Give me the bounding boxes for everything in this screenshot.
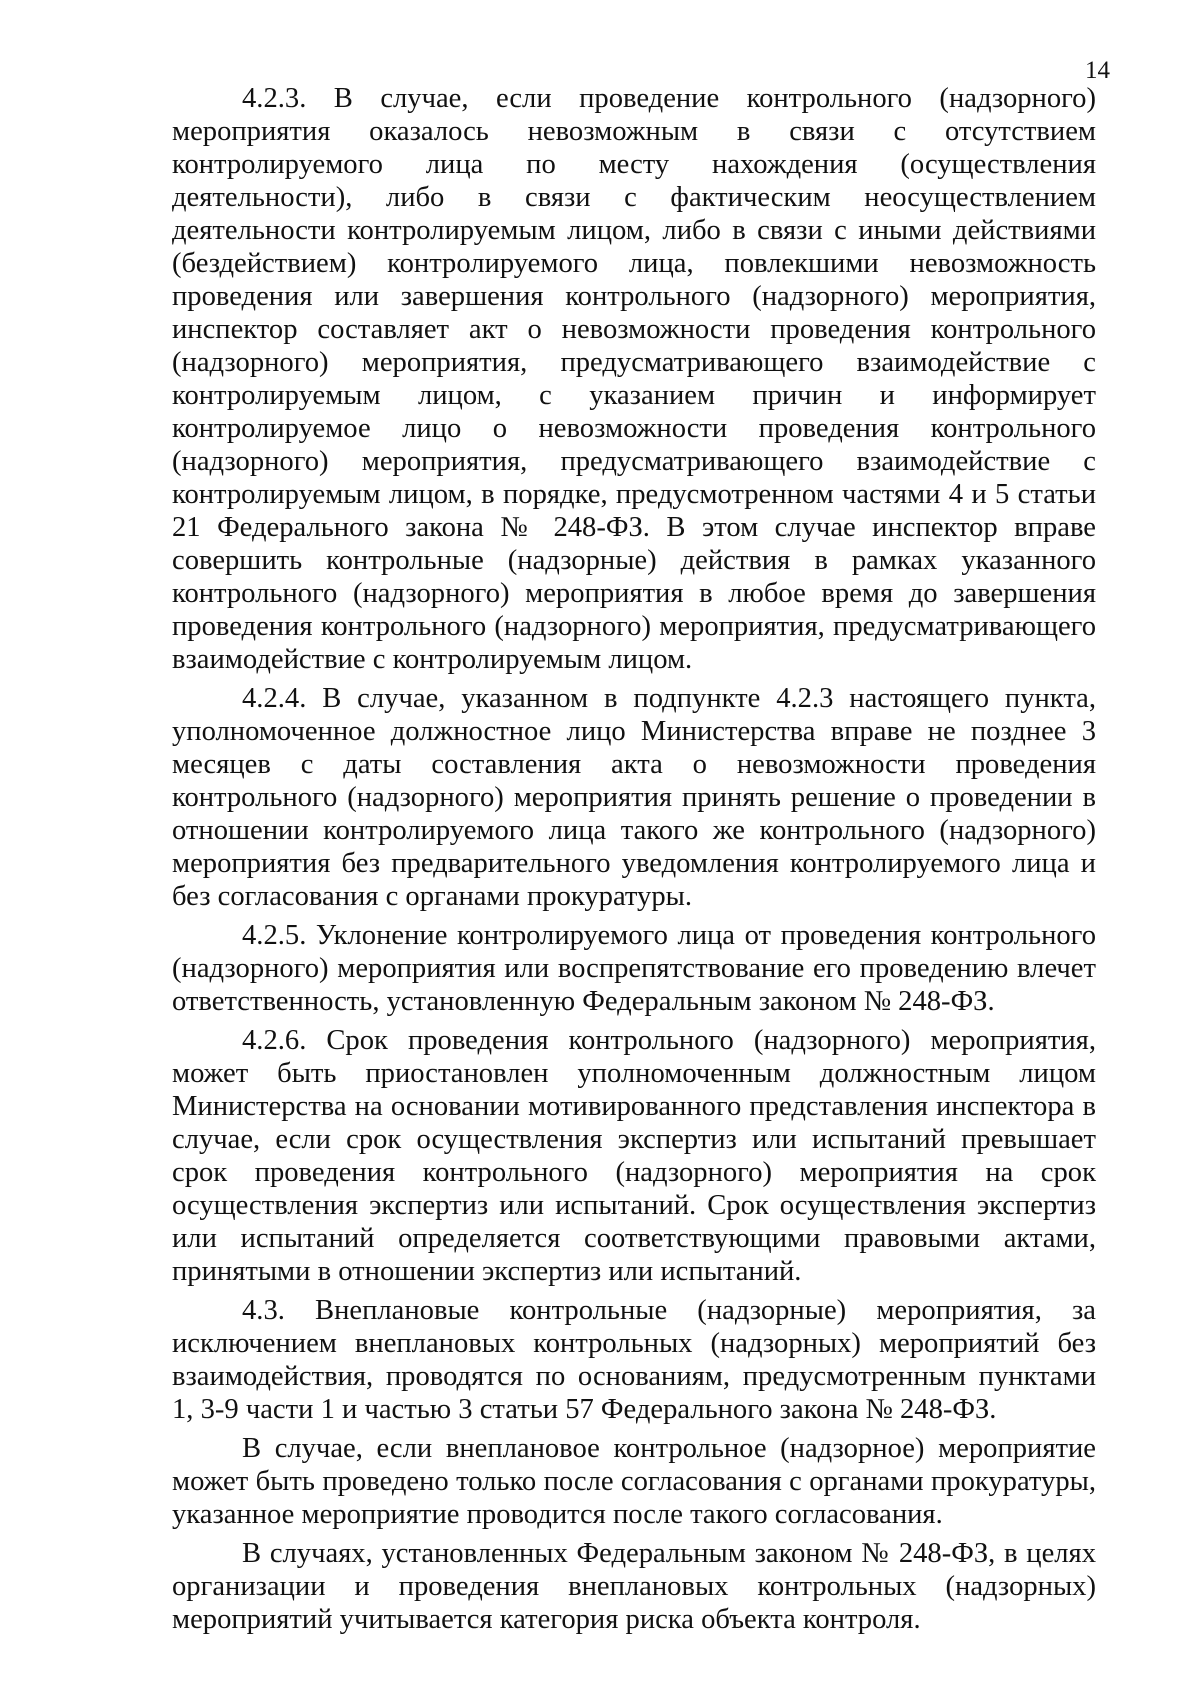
paragraph-4-2-6: 4.2.6. Срок проведения контрольного (надзорного) мероприятия, может быть приостановлен уполномоченным должностным лицом Министерства на основании мотивированного представления инспектора в случае, если срок осуществления экспертиз или испытаний превышает срок проведения контрольного (надзорного) мероприятия на срок осуществления экспертиз или испытаний. Срок осуществления экспертиз или испытаний определяется соответствующими правовыми актами, принятыми в отношении экспертиз или испытаний. — [172, 1025, 1096, 1287]
document-body — [172, 82, 1096, 1642]
paragraph-4-2-4: 4.2.4. В случае, указанном в подпункте 4.2.3 настоящего пункта, уполномоченное должностное лицо Министерства вправе не позднее 3 месяцев с даты составления акта о невозможности проведения контрольного (надзорного) мероприятия принять решение о проведении в отношении контролируемого лица такого же контрольного (надзорного) мероприятия без предварительного уведомления контролируемого лица и без согласования с органами прокуратуры. — [172, 683, 1096, 912]
paragraph-prosecutor-approval: В случае, если внеплановое контрольное (надзорное) мероприятие может быть проведено только после согласования с органами прокуратуры, указанное мероприятие проводится после такого согласования. — [172, 1433, 1096, 1530]
paragraph-risk-category: В случаях, установленных Федеральным законом № 248-ФЗ, в целях организации и проведения внеплановых контрольных (надзорных) мероприятий учитывается категория риска объекта контроля. — [172, 1538, 1096, 1635]
paragraph-4-2-5: 4.2.5. Уклонение контролируемого лица от проведения контрольного (надзорного) мероприятия или воспрепятствование его проведению влечет ответственность, установленную Федеральным законом № 248-ФЗ. — [172, 920, 1096, 1017]
paragraph-4-3: 4.3. Внеплановые контрольные (надзорные) мероприятия, за исключением внеплановых контрольных (надзорных) мероприятий без взаимодействия, проводятся по основаниям, предусмотренным пунктами 1, 3-9 части 1 и частью 3 статьи 57 Федерального закона № 248-ФЗ. — [172, 1295, 1096, 1425]
page-number: 14 — [1085, 57, 1110, 84]
paragraph-4-2-3: 4.2.3. В случае, если проведение контрольного (надзорного) мероприятия оказалось невозможным в связи с отсутствием контролируемого лица по месту нахождения (осуществления деятельности), либо в связи с фактическим неосуществлением деятельности контролируемым лицом, либо в связи с иными действиями (бездействием) контролируемого лица, повлекшими невозможность проведения или завершения контрольного (надзорного) мероприятия, инспектор составляет акт о невозможности проведения контрольного (надзорного) мероприятия, предусматривающего взаимодействие с контролируемым лицом, с указанием причин и информирует контролируемое лицо о невозможности проведения контрольного (надзорного) мероприятия, предусматривающего взаимодействие с контролируемым лицом, в порядке, предусмотренном частями 4 и 5 статьи 21 Федерального закона № 248-ФЗ. В этом случае инспектор вправе совершить контрольные (надзорные) действия в рамках указанного контрольного (надзорного) мероприятия в любое время до завершения проведения контрольного (надзорного) мероприятия, предусматривающего взаимодействие с контролируемым лицом. — [172, 83, 1096, 675]
